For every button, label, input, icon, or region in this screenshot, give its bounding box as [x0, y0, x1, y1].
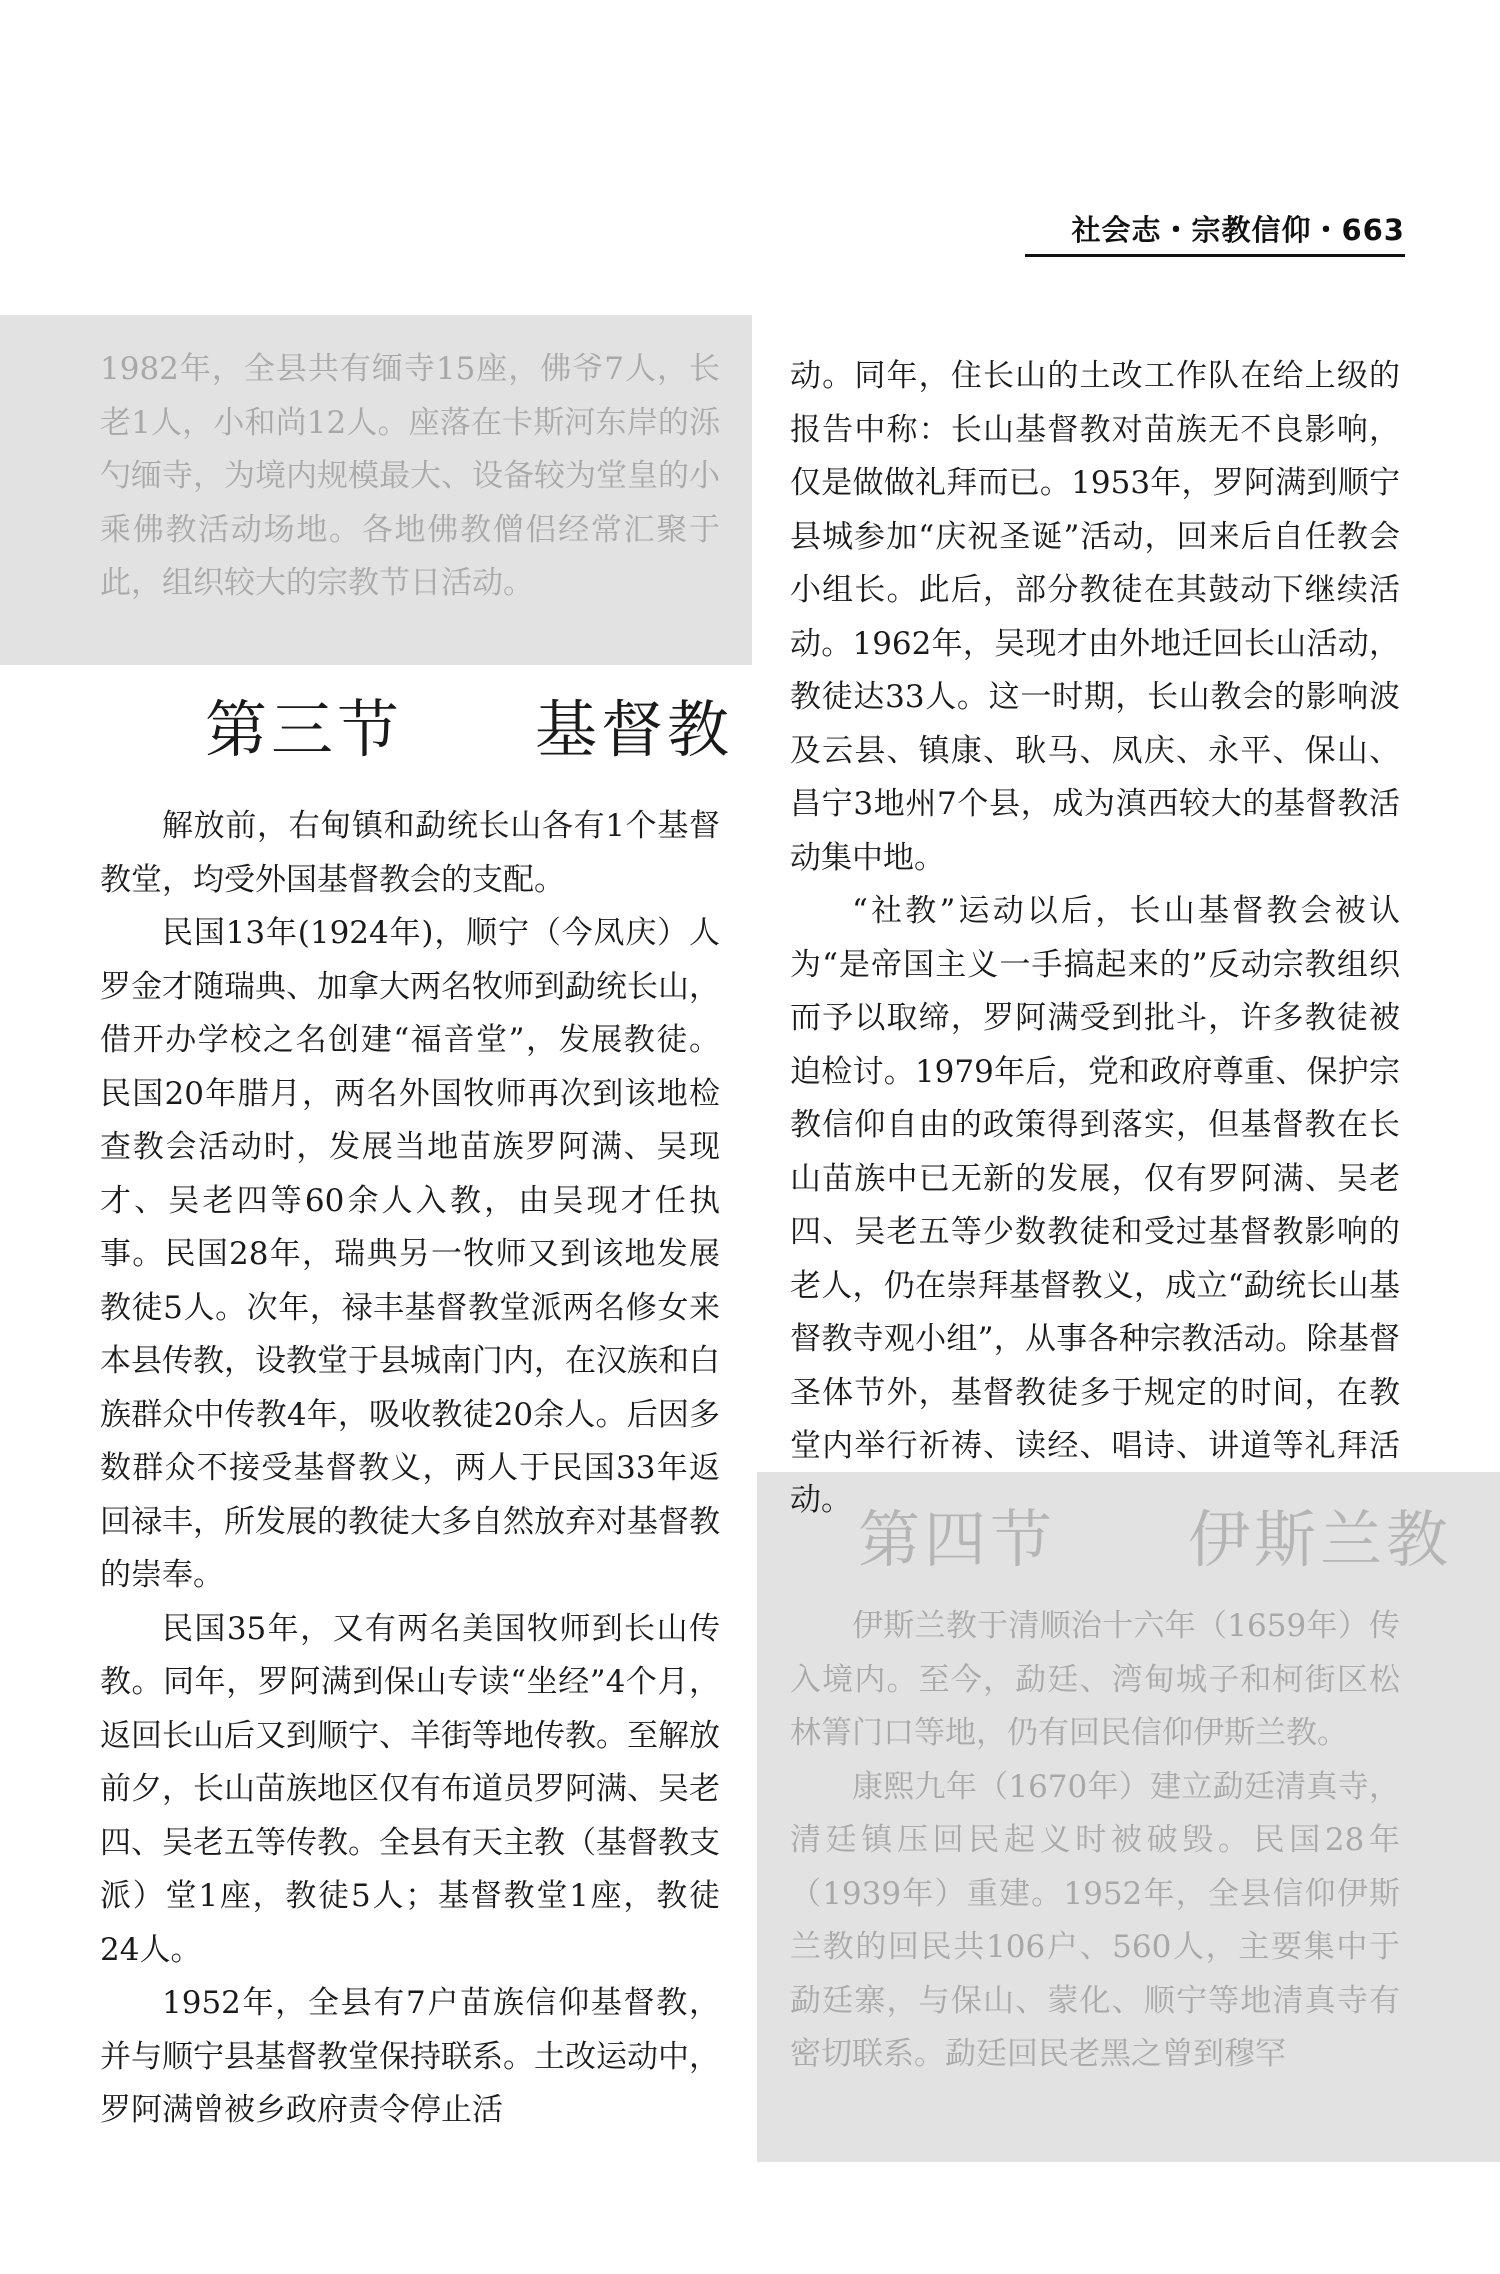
- section-title-islam: 第四节 伊斯兰教: [858, 1503, 1453, 1576]
- buddhism-continued-column: [100, 343, 720, 611]
- islam-column: [790, 1600, 1400, 2082]
- right-column: [790, 350, 1400, 1527]
- paragraph: 1982年，全县共有缅寺15座，佛爷7人，长老1人，小和尚12人。座落在卡斯河东岸的泺勺缅寺，为境内规模最大、设备较为堂皇的小乘佛教活动场地。各地佛教僧侣经常汇聚于此，组织较大的宗教节日活动。: [100, 351, 720, 601]
- paragraph: 民国13年(1924年)，顺宁（今凤庆）人罗金才随瑞典、加拿大两名牧师到勐统长山，借开办学校之名创建“福音堂”，发展教徒。民国20年腊月，两名外国牧师再次到该地检查教会活动时，发展当地苗族罗阿满、吴现才、吴老四等60余人入教，由吴现才任执事。民国28年，瑞典另一牧师又到该地发展教徒5人。次年，禄丰基督教堂派两名修女来本县传教，设教堂于县城南门内，在汉族和白族群众中传教4年，吸收教徒20余人。后因多数群众不接受基督教义，两人于民国33年返回禄丰，所发展的教徒大多自然放弃对基督教的崇奉。: [100, 915, 720, 1593]
- paragraph: 伊斯兰教于清顺治十六年（1659年）传入境内。至今，勐廷、湾甸城子和柯街区松林箐门口等地，仍有回民信仰伊斯兰教。: [790, 1608, 1400, 1751]
- section-title-christianity: 第三节 基督教: [205, 693, 734, 766]
- header-rule: [1025, 254, 1405, 257]
- paragraph: 民国35年，又有两名美国牧师到长山传教。同年，罗阿满到保山专读“坐经”4个月，返回长山后又到顺宁、羊街等地传教。至解放前夕，长山苗族地区仅有布道员罗阿满、吴老四、吴老五等传教。全县有天主教（基督教支派）堂1座，教徒5人；基督教堂1座，教徒24人。: [100, 1610, 720, 1968]
- paragraph: 康熙九年（1670年）建立勐廷清真寺，清廷镇压回民起义时被破毁。民国28年（1939年）重建。1952年，全县信仰伊斯兰教的回民共106户、560人，主要集中于勐廷寨，与保山、蒙化、顺宁等地清真寺有密切联系。勐廷回民老黑之曾到穆罕: [790, 1768, 1400, 2072]
- left-column: [100, 800, 720, 2138]
- paragraph: 解放前，右甸镇和勐统长山各有1个基督教堂，均受外国基督教会的支配。: [100, 808, 720, 898]
- paragraph: 1952年，全县有7户苗族信仰基督教，并与顺宁县基督教堂保持联系。土改运动中，罗阿满曾被乡政府责令停止活: [100, 1985, 720, 2128]
- paragraph: 动。同年，住长山的土改工作队在给上级的报告中称：长山基督教对苗族无不良影响，仅是做做礼拜而已。1953年，罗阿满到顺宁县城参加“庆祝圣诞”活动，回来后自任教会小组长。此后，部分教徒在其鼓动下继续活动。1962年，吴现才由外地迁回长山活动，教徒达33人。这一时期，长山教会的影响波及云县、镇康、耿马、凤庆、永平、保山、昌宁3地州7个县，成为滇西较大的基督教活动集中地。: [790, 358, 1400, 876]
- paragraph: “社教”运动以后，长山基督教会被认为“是帝国主义一手搞起来的”反动宗教组织而予以取缔，罗阿满受到批斗，许多教徒被迫检讨。1979年后，党和政府尊重、保护宗教信仰自由的政策得到落实，但基督教在长山苗族中已无新的发展，仅有罗阿满、吴老四、吴老五等少数教徒和受过基督教影响的老人，仍在崇拜基督教义，成立“勐统长山基督教寺观小组”，从事各种宗教活动。除基督圣体节外，基督教徒多于规定的时间，在教堂内举行祈祷、读经、唱诗、讲道等礼拜活动。: [790, 893, 1400, 1518]
- running-header: 社会志・宗教信仰・663: [1071, 213, 1405, 247]
